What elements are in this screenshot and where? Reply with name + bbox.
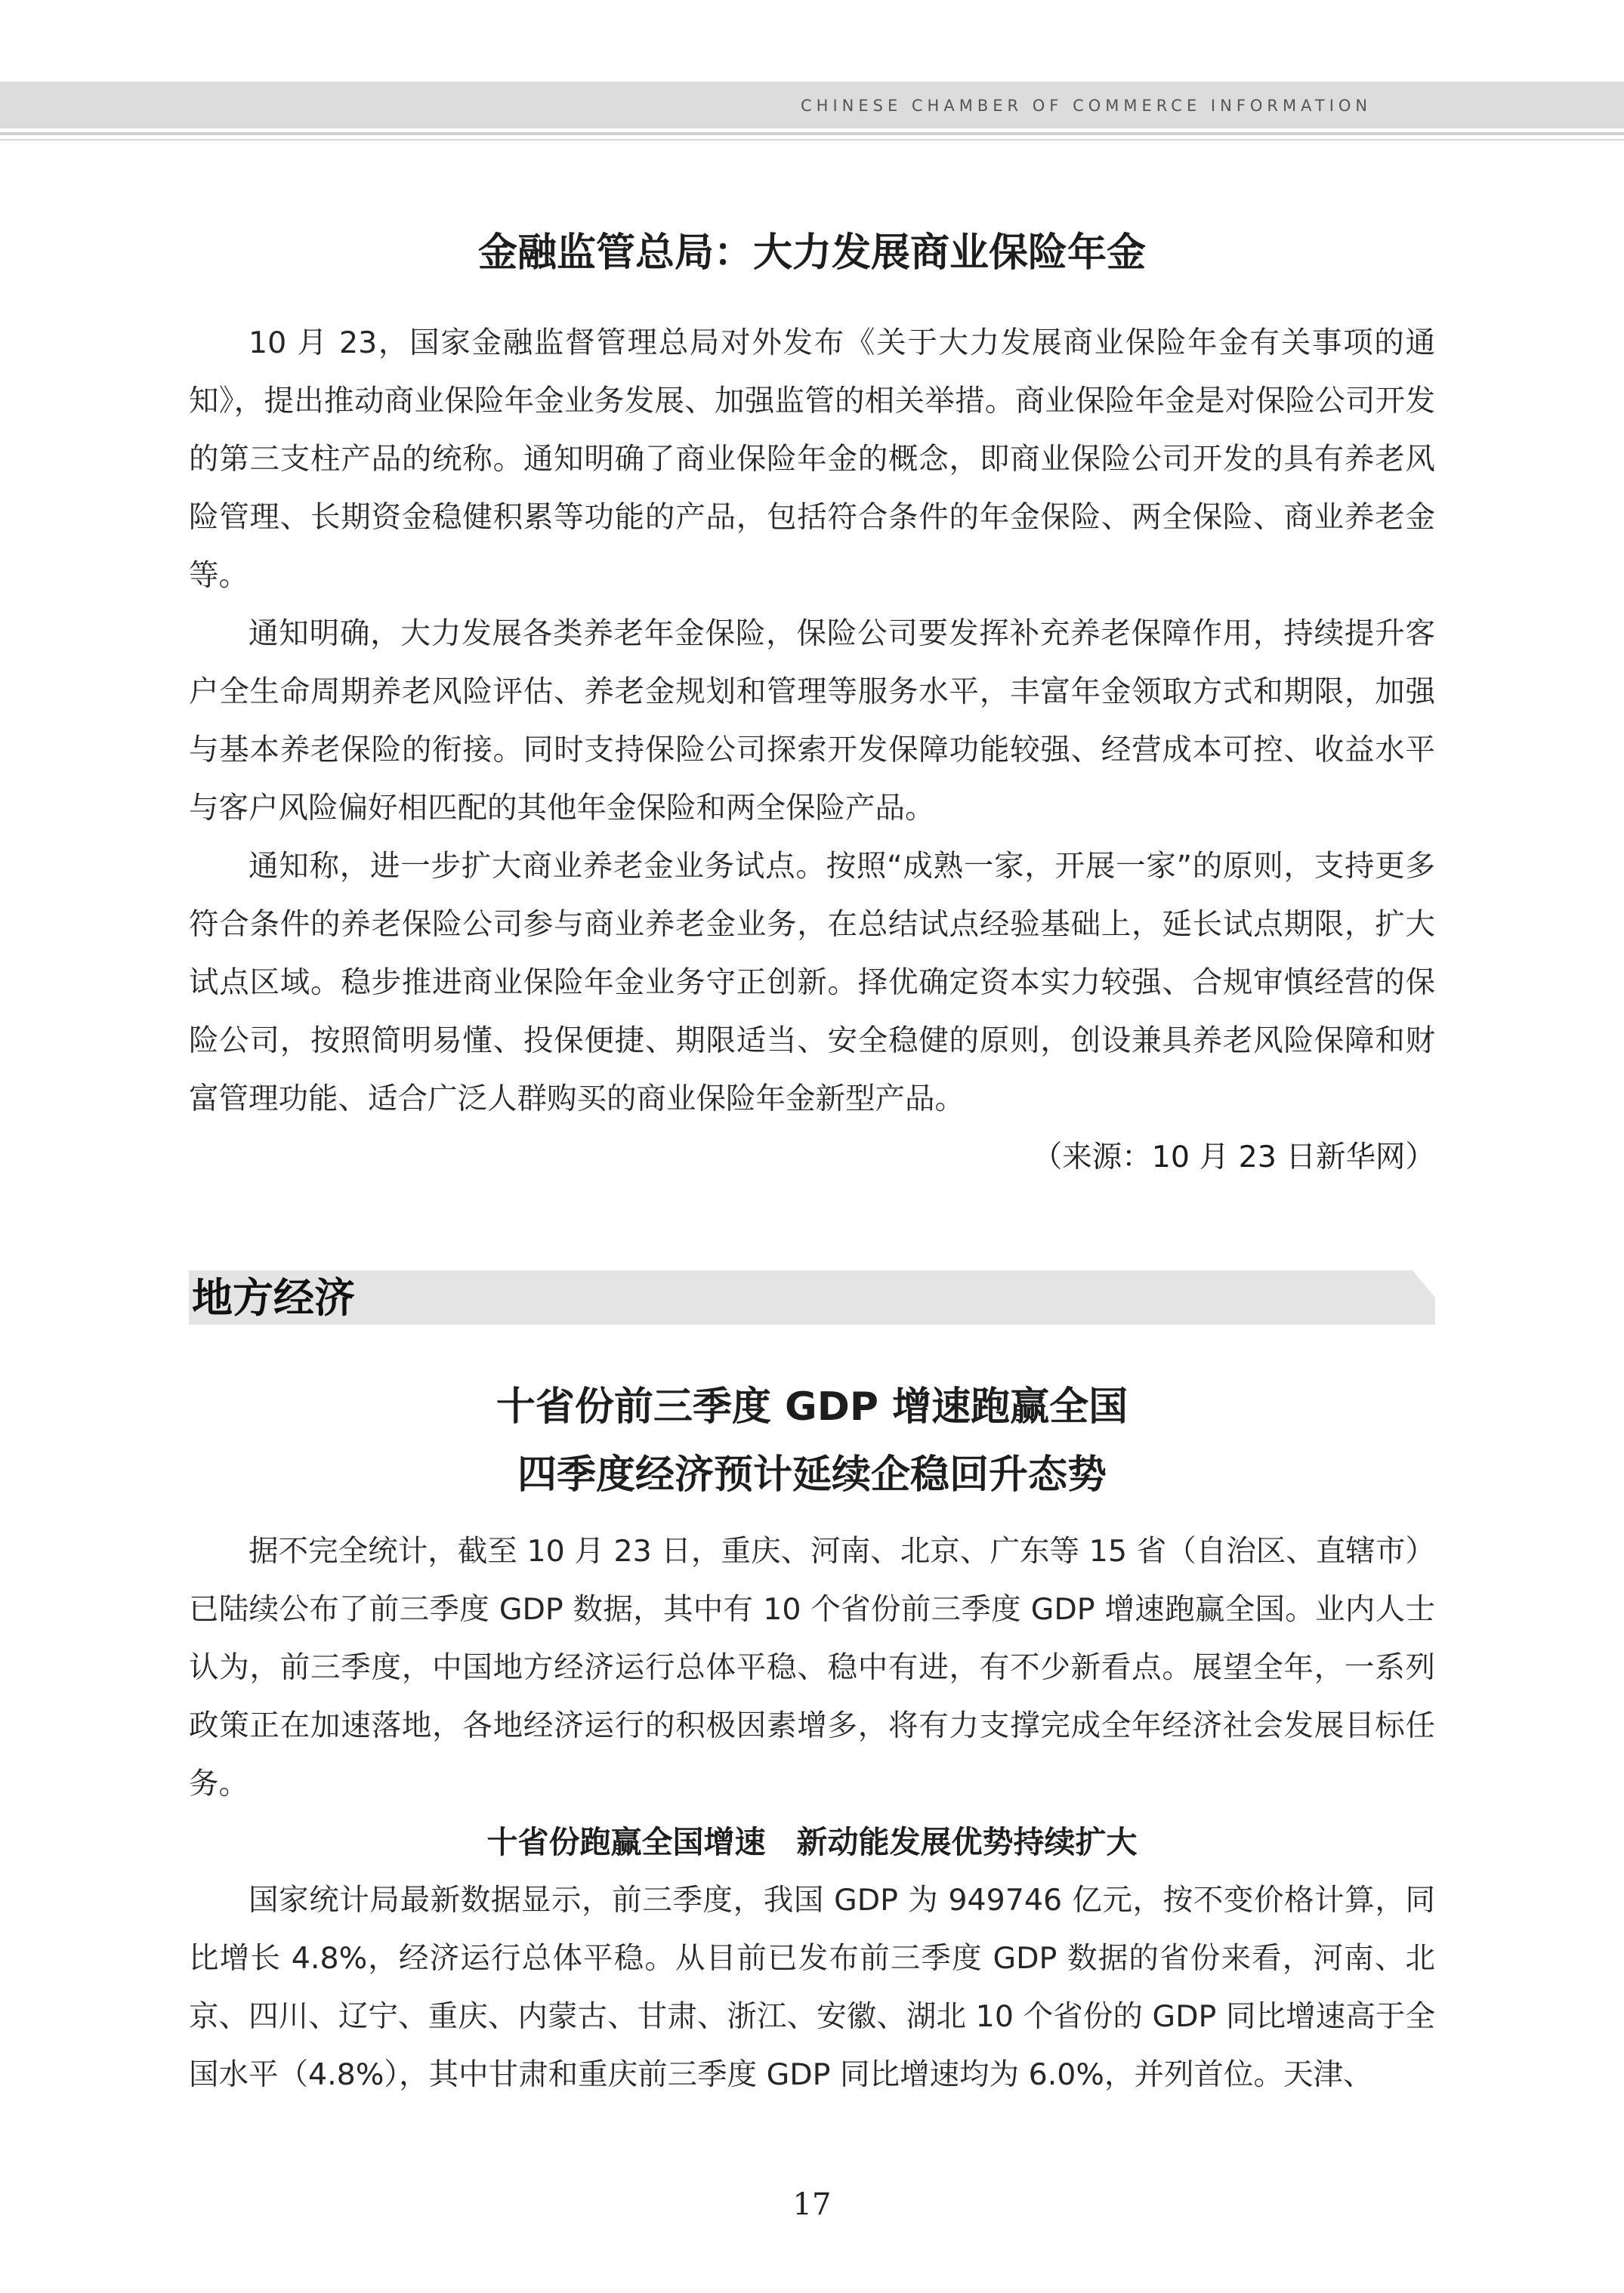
header-rule-thin	[0, 139, 1624, 140]
article-paragraph: 国家统计局最新数据显示，前三季度，我国 GDP 为 949746 亿元，按不变价格计算，同比增长 4.8%，经济运行总体平稳。从目前已发布前三季度 GDP 数据的省份来看，河南、北京、四川、辽宁、重庆、内蒙古、甘肃、浙江、安徽、湖北 10 个省份的 GDP 同比增速高于全国水平（4.8%），其中甘肃和重庆前三季度 GDP 同比增速均为 6.0%，并列首位。天津、	[189, 1883, 1435, 2092]
section-band-shape	[189, 1270, 1435, 1325]
article-paragraph: 10 月 23，国家金融监督管理总局对外发布《关于大力发展商业保险年金有关事项的通知》，提出推动商业保险年金业务发展、加强监管的相关举措。商业保险年金是对保险公司开发的第三支柱产品的统称。通知明确了商业保险年金的概念，即商业保险公司开发的具有养老风险管理、长期资金稳健积累等功能的产品，包括符合条件的年金保险、两全保险、商业养老金等。	[189, 326, 1435, 593]
running-header-title: CHINESE CHAMBER OF COMMERCE INFORMATION	[801, 97, 1372, 115]
section-label: 地方经济	[192, 1273, 355, 1322]
article-source: （来源：10 月 23 日新华网）	[1032, 1140, 1435, 1174]
article-paragraph: 据不完全统计，截至 10 月 23 日，重庆、河南、北京、广东等 15 省（自治区、直辖市）已陆续公布了前三季度 GDP 数据，其中有 10 个省份前三季度 GDP 增速跑赢全国。业内人士认为，前三季度，中国地方经济运行总体平稳、稳中有进，有不少新看点。展望全年，一系列政策正在加速落地，各地经济运行的积极因素增多，将有力支撑完成全年经济社会发展目标任务。	[189, 1534, 1435, 1801]
article-subheading: 十省份跑赢全国增速 新动能发展优势持续扩大	[486, 1824, 1138, 1860]
article-title-line-1: 十省份前三季度 GDP 增速跑赢全国	[496, 1384, 1128, 1430]
article-paragraph: 通知明确，大力发展各类养老年金保险，保险公司要发挥补充养老保障作用，持续提升客户全生命周期养老风险评估、养老金规划和管理等服务水平，丰富年金领取方式和期限，加强与基本养老保险的衔接。同时支持保险公司探索开发保障功能较强、经营成本可控、收益水平与客户风险偏好相匹配的其他年金保险和两全保险产品。	[189, 616, 1435, 826]
article-insurance-annuity	[189, 227, 1435, 1187]
article-provincial-gdp	[189, 1373, 1435, 2104]
article-paragraph: 通知称，进一步扩大商业养老金业务试点。按照“成熟一家，开展一家”的原则，支持更多符合条件的养老保险公司参与商业养老金业务，在总结试点经验基础上，延长试点期限，扩大试点区域。稳步推进商业保险年金业务守正创新。择优确定资本实力较强、合规审慎经营的保险公司，按照简明易懂、投保便捷、期限适当、安全稳健的原则，创设兼具养老风险保障和财富管理功能、适合广泛人群购买的商业保险年金新型产品。	[189, 849, 1435, 1116]
section-header-local-economy	[189, 1270, 1435, 1325]
header-rule	[0, 132, 1624, 135]
article-title: 金融监管总局：大力发展商业保险年金	[477, 230, 1146, 276]
page-number: 17	[792, 2187, 832, 2222]
article-title-line-2: 四季度经济预计延续企稳回升态势	[517, 1452, 1107, 1498]
